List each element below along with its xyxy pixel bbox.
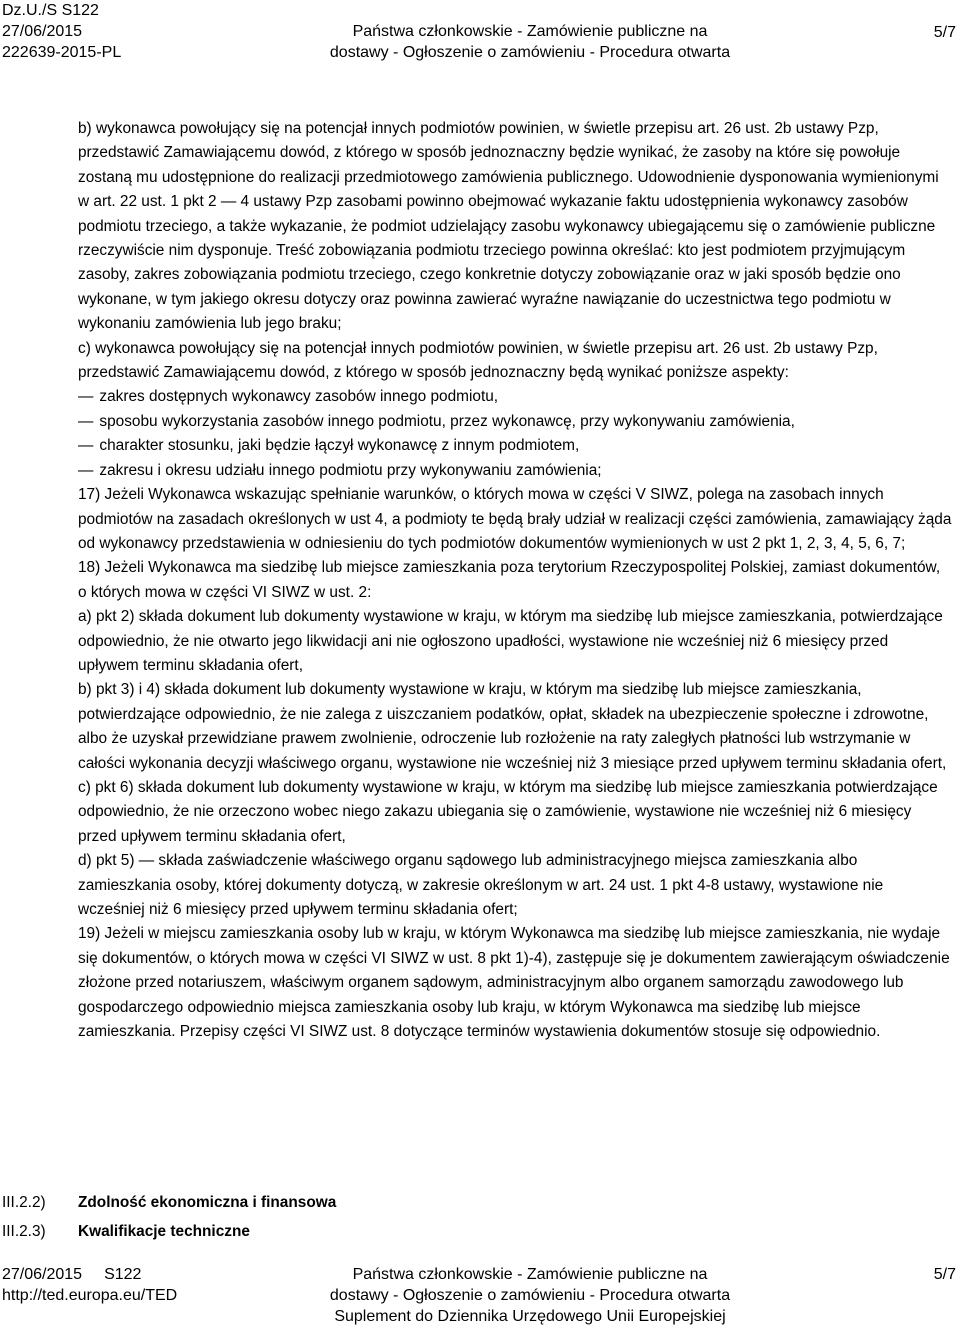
paragraph-b: b) wykonawca powołujący się na potencjał innych podmiotów powinien, w świetle przepisu art. 26 ust. 2b ustawy Pzp, przedstawić Zamawiającemu dowód, z którego w sposób jednoznaczny będzie wynikać, że zasoby na które się powołuje zostaną mu udostępnione do realizacji przedmiotowego zamówienia publicznego. Udowodnienie dysponowania wymienionymi w art. 22 ust. 1 pkt 2 — 4 ustawy Pzp zasobami powinno obejmować wykazanie faktu udostępnienia wykonawcy zasobów podmiotu trzeciego, a także wykazanie, że podmiot udzielający zasobu wykonawcy ubiegającemu się o zamówienie publiczne rzeczywiście nim dysponuje. Treść zobowiązania podmiotu trzeciego powinna określać: kto jest podmiotem przyjmującym zasoby, zakres zobowiązania podmiotu trzeciego, czego konkretnie dotyczy zobowiązanie oraz w jaki sposób będzie ono wykonane, w tym jakiego okresu dotyczy oraz powinna zawierać wyraźne nawiązanie do uczestnictwa tego podmiotu w wykonaniu zamówienia lub jego braku; (78, 120, 939, 333)
paragraph-19: 19) Jeżeli w miejscu zamieszkania osoby lub w kraju, w którym Wykonawca ma siedzibę lub miejsce zamieszkania, nie wydaje się dokumentów, o których mowa w części VI SIWZ w ust. 8 pkt 1)-4), zastępuje się je dokumentem zawierającym oświadczenie złożone przed notariuszem, właściwym organem sądowym, administracyjnym albo organem samorządu zawodowego lub gospodarczego odpowiednio miejsca zamieszkania osoby lub kraju, w którym Wykonawca ma siedzibę lub miejsce zamieszkania. Przepisy części VI SIWZ ust. 8 dotyczące terminów wystawienia dokumentów stosuje się odpowiednio. (78, 925, 950, 1041)
section-number: III.2.2) (2, 1194, 46, 1211)
header-title-line1: Państwa członkowskie - Zamówienie publiczne na (352, 23, 708, 40)
footer-title (0, 1264, 960, 1327)
section-title: Zdolność ekonomiczna i finansowa (78, 1194, 337, 1211)
paragraph-18a: a) pkt 2) składa dokument lub dokumenty wystawione w kraju, w którym ma siedzibę lub miejsce zamieszkania, potwierdzające odpowiednio, że nie otwarto jego likwidacji ani nie ogłoszono upadłości, wystawione nie wcześniej niż 6 miesięcy przed upływem terminu składania ofert, (78, 608, 943, 674)
paragraph-18d: d) pkt 5) — składa zaświadczenie właściwego organu sądowego lub administracyjnego miejsca zamieszkania albo zamieszkania osoby, której dokumenty dotyczą, w zakresie określonym w art. 24 ust. 1 pkt 4-8 ustawy, wystawione nie wcześniej niż 6 miesięcy przed upływem terminu składania ofert; (78, 852, 884, 918)
dash-list (78, 385, 952, 483)
dash-item: — zakresu i okresu udziału innego podmiotu przy wykonywaniu zamówienia; (78, 459, 952, 483)
section-title: Kwalifikacje techniczne (78, 1223, 250, 1240)
section-row (0, 1217, 960, 1246)
footer-title-line1: Państwa członkowskie - Zamówienie publiczne na (352, 1266, 708, 1283)
header-title-line2: dostawy - Ogłoszenie o zamówieniu - Procedura otwarta (329, 44, 731, 61)
footer-url[interactable]: http://ted.europa.eu/TED (2, 1287, 178, 1304)
doc-reference: Dz.U./S S122 (2, 2, 99, 19)
dash-item: — sposobu wykorzystania zasobów innego podmiotu, przez wykonawcę, przy wykonywaniu zamówienia, (78, 410, 952, 434)
dash-item: — charakter stosunku, jaki będzie łączył wykonawcę z innym podmiotem, (78, 434, 952, 458)
paragraph-18c: c) pkt 6) składa dokument lub dokumenty wystawione w kraju, w którym ma siedzibę lub miejsce zamieszkania potwierdzające odpowiednio, że nie orzeczono wobec niego zakazu ubiegania się o zamówienie, wystawione nie wcześniej niż 6 miesięcy przed upływem terminu składania ofert, (78, 778, 938, 845)
page-footer (0, 1264, 960, 1334)
header-page-number: 5/7 (933, 24, 956, 41)
dash-item: — zakres dostępnych wykonawcy zasobów innego podmiotu, (78, 385, 952, 409)
footer-date: 27/06/2015 (2, 1266, 83, 1283)
footer-page-number: 5/7 (933, 1266, 956, 1283)
section-number: III.2.3) (2, 1223, 46, 1240)
paragraph-18b: b) pkt 3) i 4) składa dokument lub dokumenty wystawione w kraju, w którym ma siedzibę lub miejsce zamieszkania, potwierdzające odpowiednio, że nie zalega z uiszczaniem podatków, opłat, składek na ubezpieczenie społeczne i zdrowotne, albo że uzyskał przewidziane prawem zwolnienie, odroczenie lub rozłożenie na raty zaległych płatności lub wstrzymanie w całości wykonania decyzji właściwego organu, wystawione nie wcześniej niż 3 miesiące przed upływem terminu składania ofert, (78, 681, 947, 772)
section-headings (0, 1188, 960, 1246)
paragraph-c: c) wykonawca powołujący się na potencjał innych podmiotów powinien, w świetle przepisu art. 26 ust. 2b ustawy Pzp, przedstawić Zamawiającemu dowód, z którego w sposób jednoznaczny będą wynikać poniższe aspekty: (78, 339, 878, 382)
section-row (0, 1188, 960, 1217)
footer-title-line3: Suplement do Dziennika Urzędowego Unii Europejskiej (334, 1308, 726, 1325)
header-title (0, 0, 960, 63)
footer-title-line2: dostawy - Ogłoszenie o zamówieniu - Procedura otwarta (329, 1287, 731, 1304)
notice-number: 222639-2015-PL (2, 44, 122, 61)
document-body (78, 117, 952, 1044)
header-date: 27/06/2015 (2, 23, 83, 40)
page-header (0, 0, 960, 70)
footer-issue: S122 (104, 1266, 142, 1283)
paragraph-17: 17) Jeżeli Wykonawca wskazując spełnianie warunków, o których mowa w części V SIWZ, polega na zasobach innych podmiotów na zasadach określonych w ust 4, a podmioty te będą brały udział w realizacji części zamówienia, zamawiający żąda od wykonawcy przedstawienia w odniesieniu do tych podmiotów dokumentów wymienionych w ust 2 pkt 1, 2, 3, 4, 5, 6, 7; (78, 486, 952, 552)
paragraph-18: 18) Jeżeli Wykonawca ma siedzibę lub miejsce zamieszkania poza terytorium Rzeczypospolitej Polskiej, zamiast dokumentów, o których mowa w części VI SIWZ w ust. 2: (78, 559, 941, 601)
